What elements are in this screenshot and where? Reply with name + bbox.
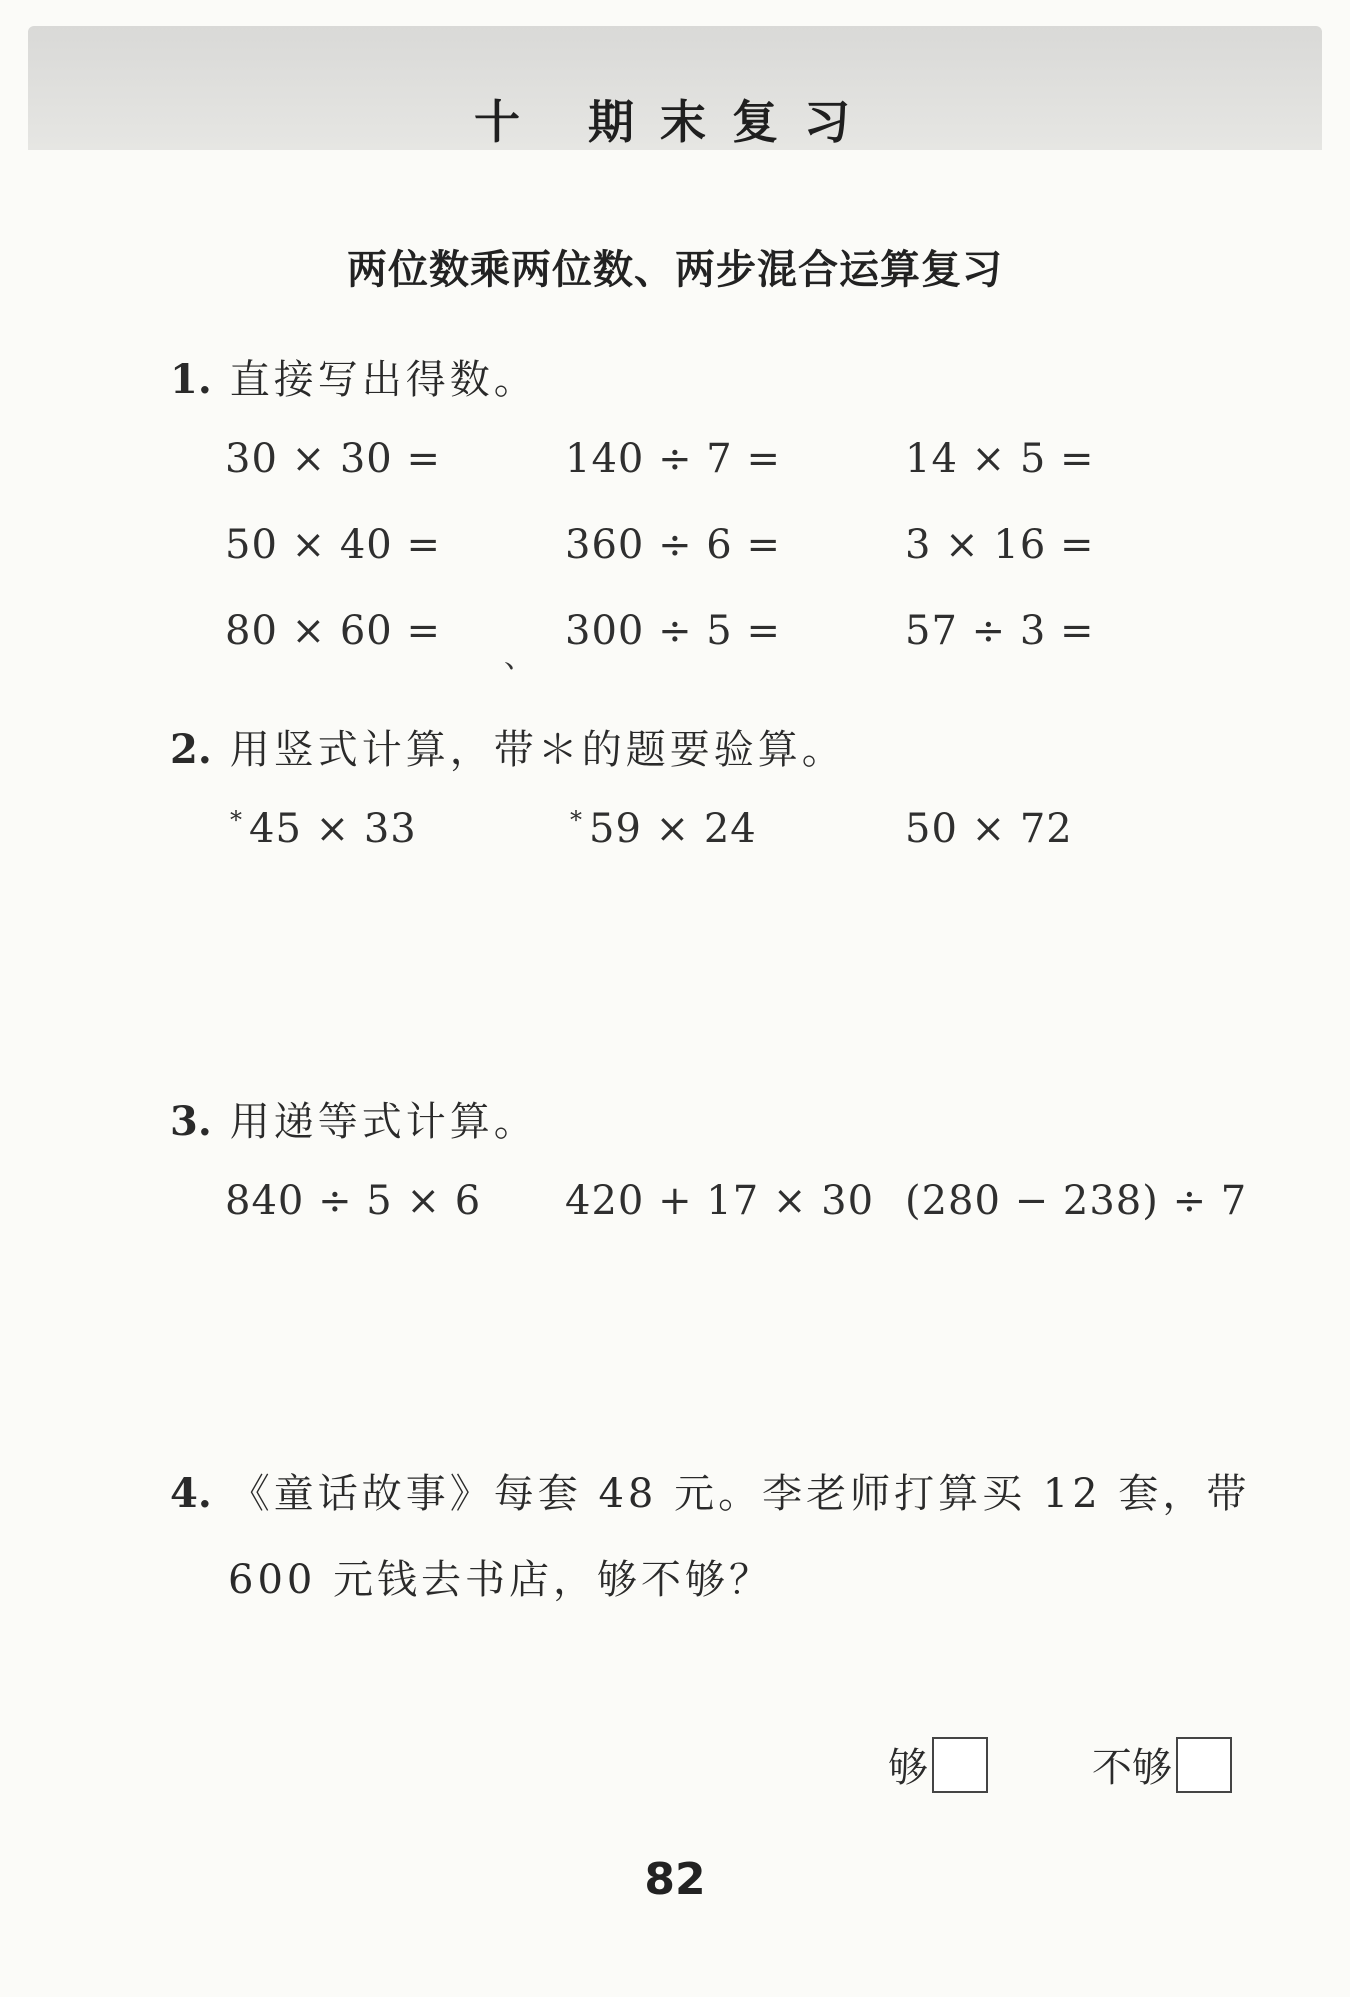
- question-3-text: 用递等式计算。: [229, 1099, 538, 1145]
- q1-expression: 300 ÷ 5 =: [565, 608, 781, 654]
- question-4-number: 4.: [170, 1470, 212, 1517]
- chapter-title: 十 期末复习: [473, 95, 876, 149]
- q3-expression: (280 − 238) ÷ 7: [905, 1178, 1248, 1224]
- q1-expression: 360 ÷ 6 =: [565, 522, 781, 568]
- question-4-line1: 《童话故事》每套 48 元。李老师打算买 12 套，带: [229, 1471, 1251, 1517]
- question-1: [170, 348, 538, 405]
- star-mark: *: [230, 806, 243, 834]
- q1-expression: 3 × 16 =: [905, 522, 1095, 568]
- q2-expression: 50 × 72: [905, 806, 1073, 852]
- question-4-line2: 600 元钱去书店，够不够？: [228, 1557, 774, 1603]
- q1-expression: 57 ÷ 3 =: [905, 608, 1095, 654]
- q1-expression: 30 × 30 =: [225, 436, 441, 482]
- section-title: 两位数乘两位数、两步混合运算复习: [347, 247, 1003, 293]
- answer-option-not-enough[interactable]: [1092, 1736, 1232, 1793]
- q3-expression: 420 + 17 × 30: [565, 1178, 875, 1224]
- question-4: [170, 1462, 1250, 1519]
- question-2-text: 用竖式计算，带＊的题要验算。: [229, 727, 846, 773]
- q2-expression-starred: * 45 × 33: [230, 806, 417, 852]
- q3-expression: 840 ÷ 5 × 6: [225, 1178, 482, 1224]
- answer-checkbox[interactable]: [1176, 1737, 1232, 1793]
- star-mark: *: [570, 806, 583, 834]
- question-1-text: 直接写出得数。: [229, 357, 538, 403]
- q2-expression-starred: * 59 × 24: [570, 806, 757, 852]
- stray-mark: 、: [504, 640, 534, 675]
- answer-option-enough[interactable]: [888, 1736, 988, 1793]
- q1-expression: 14 × 5 =: [905, 436, 1095, 482]
- page-number: 82: [644, 1854, 706, 1905]
- answer-label: 够: [888, 1745, 928, 1791]
- question-2: [170, 718, 846, 775]
- question-1-number: 1.: [170, 356, 212, 403]
- q1-expression: 50 × 40 =: [225, 522, 441, 568]
- question-3-number: 3.: [170, 1098, 212, 1145]
- q1-expression: 140 ÷ 7 =: [565, 436, 781, 482]
- question-2-number: 2.: [170, 726, 212, 773]
- answer-label: 不够: [1092, 1745, 1172, 1791]
- q1-expression: 80 × 60 =: [225, 608, 441, 654]
- question-3: [170, 1090, 538, 1147]
- answer-checkbox[interactable]: [932, 1737, 988, 1793]
